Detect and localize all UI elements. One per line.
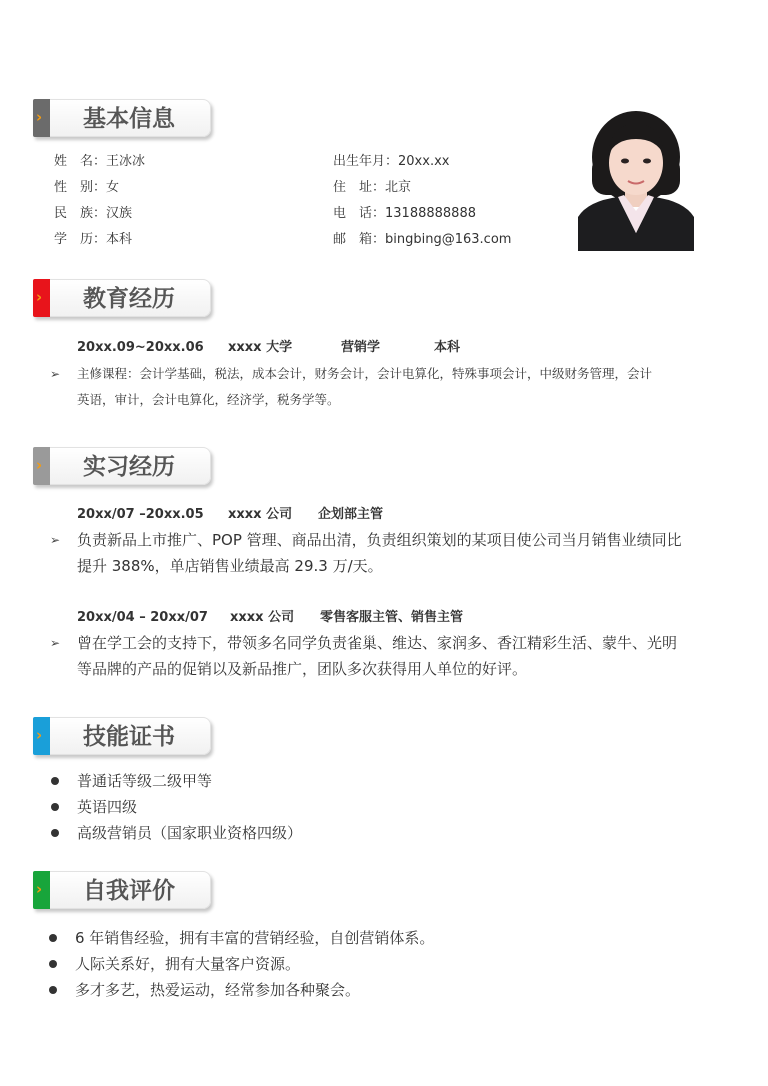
degree-label: 学 历： — [54, 232, 107, 247]
internship-role: 零售客服主管、销售主管 — [320, 610, 464, 625]
section-title: 自我评价 — [83, 878, 175, 904]
bullet-dot-icon — [49, 986, 57, 994]
self-evaluation-item: 6 年销售经验，拥有丰富的营销经验，自创营销体系。 — [75, 929, 435, 947]
section-tab — [33, 717, 50, 755]
bullet-dot-icon — [51, 777, 59, 785]
portrait-icon — [578, 105, 694, 251]
section-header-basic-info — [33, 99, 211, 137]
skill-item: 英语四级 — [77, 798, 138, 816]
bullet-dot-icon — [49, 934, 57, 942]
section-title: 教育经历 — [83, 286, 175, 312]
birth-label: 出生年月： — [333, 154, 399, 169]
email-row — [333, 231, 511, 249]
birth-value: 20xx.xx — [398, 154, 450, 169]
gender-value: 女 — [106, 180, 120, 195]
chevron-right-icon: › — [36, 726, 43, 744]
internship-role: 企划部主管 — [318, 507, 384, 522]
internship-period: 20xx/07 –20xx.05 — [77, 507, 204, 522]
phone-row — [333, 205, 476, 223]
skill-item: 高级营销员（国家职业资格四级） — [77, 824, 303, 842]
email-value: bingbing@163.com — [385, 232, 512, 247]
section-title: 实习经历 — [83, 454, 175, 480]
ethnicity-value: 汉族 — [106, 206, 133, 221]
internship-company: xxxx 公司 — [228, 507, 293, 522]
internship-period: 20xx/04 – 20xx/07 — [77, 610, 208, 625]
address-value: 北京 — [385, 180, 412, 195]
address-row — [333, 179, 411, 197]
gender-label: 性 别： — [54, 180, 107, 195]
internship-desc-line: 提升 388%，单店销售业绩最高 29.3 万/天。 — [77, 557, 383, 575]
birth-row — [333, 153, 449, 171]
section-header-education — [33, 279, 211, 317]
chevron-right-icon: › — [36, 108, 43, 126]
degree-value: 本科 — [106, 232, 133, 247]
section-header-self-evaluation — [33, 871, 211, 909]
bullet-arrow-icon: ➢ — [50, 533, 61, 547]
chevron-right-icon: › — [36, 288, 43, 306]
section-tab — [33, 99, 50, 137]
degree-row — [54, 231, 132, 249]
skill-item: 普通话等级二级甲等 — [77, 772, 213, 790]
phone-value: 13188888888 — [385, 206, 476, 221]
bullet-dot-icon — [51, 803, 59, 811]
bullet-dot-icon — [51, 829, 59, 837]
education-courses-line: 英语，审计，会计电算化，经济学，税务学等。 — [77, 392, 340, 407]
education-period: 20xx.09~20xx.06 — [77, 340, 204, 355]
section-tab — [33, 871, 50, 909]
gender-row — [54, 179, 119, 197]
internship-desc-line: 负责新品上市推广、POP 管理、商品出清，负责组织策划的某项目使公司当月销售业绩同比 — [77, 531, 682, 549]
chevron-right-icon: › — [36, 880, 43, 898]
section-header-internship — [33, 447, 211, 485]
bullet-dot-icon — [49, 960, 57, 968]
education-school: xxxx 大学 — [228, 340, 293, 355]
section-tab — [33, 447, 50, 485]
section-title: 基本信息 — [83, 106, 175, 132]
section-tab — [33, 279, 50, 317]
portrait-photo — [578, 105, 694, 251]
bullet-arrow-icon: ➢ — [50, 367, 61, 381]
name-value: 王冰冰 — [106, 154, 146, 169]
education-courses-line: 主修课程：会计学基础，税法，成本会计，财务会计，会计电算化，特殊事项会计，中级财务管理，会计 — [77, 366, 653, 381]
internship-desc-line: 等品牌的产品的促销以及新品推广，团队多次获得用人单位的好评。 — [77, 660, 528, 678]
phone-label: 电 话： — [333, 206, 386, 221]
email-label: 邮 箱： — [333, 232, 386, 247]
education-degree: 本科 — [434, 340, 461, 355]
bullet-arrow-icon: ➢ — [50, 636, 61, 650]
address-label: 住 址： — [333, 180, 386, 195]
education-major: 营销学 — [341, 340, 381, 355]
internship-company: xxxx 公司 — [230, 610, 295, 625]
chevron-right-icon: › — [36, 456, 43, 474]
section-title: 技能证书 — [83, 724, 175, 750]
ethnicity-row — [54, 205, 132, 223]
name-label: 姓 名： — [54, 154, 107, 169]
section-header-skills — [33, 717, 211, 755]
self-evaluation-item: 人际关系好，拥有大量客户资源。 — [75, 955, 301, 973]
name-row — [54, 153, 145, 171]
ethnicity-label: 民 族： — [54, 206, 107, 221]
self-evaluation-item: 多才多艺，热爱运动，经常参加各种聚会。 — [75, 981, 361, 999]
internship-desc-line: 曾在学工会的支持下，带领多名同学负责雀巢、维达、家润多、香江精彩生活、蒙牛、光明 — [77, 634, 678, 652]
